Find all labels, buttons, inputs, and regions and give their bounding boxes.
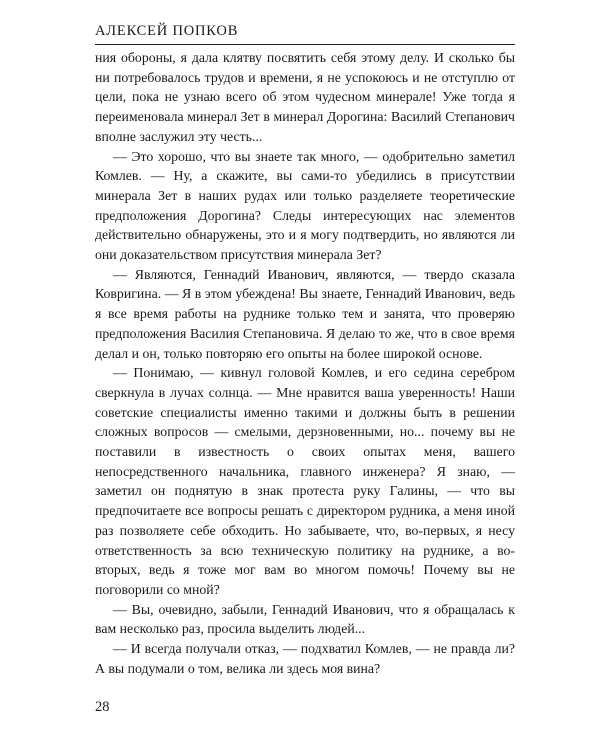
paragraph: — И всегда получали отказ, — подхватил Комлев, — не правда ли? А вы подумали о том, велика ли здесь моя вина? bbox=[95, 641, 515, 676]
page-number: 28 bbox=[95, 699, 110, 715]
header-rule bbox=[95, 44, 515, 45]
paragraph: ния обороны, я дала клятву посвятить себя этому делу. И сколько бы ни потребовалось трудов и времени, я не успокоюсь и не отступлю от цели, пока не узнаю всего об этом чудесном минерале! Уже тогда я переименовала минерал Зет в минерал Дорогина: Василий Степанович вполне заслужил эту честь... bbox=[95, 50, 515, 144]
paragraph: — Вы, очевидно, забыли, Геннадий Иванович, что я обращалась к вам несколько раз, просила выделить людей... bbox=[95, 601, 515, 637]
paragraph: — Понимаю, — кивнул головой Комлев, и его седина серебром сверкнула в лучах солнца. — Мне нравится ваша уверенность! Наши советские специалисты именно такими и должны быть в решении сложных вопросов — смелыми, дерзновенными, но... почему вы не поставили в известность о своих опытах меня, вашего непосредственного начальника, главного инженера? Я знаю, — заметил он поднятую в знак протеста руку Галины, — что вы предпочитаете все вопросы решать с директором рудника, а меня иной раз позволяете себе обходить. Но забываете, что, во-первых, я несу ответственность за всю техническую политику на руднике, а во-вторых, ведь я тоже мог вам во многом помочь! Почему вы не поговорили со мной? bbox=[95, 365, 515, 597]
paragraph: — Это хорошо, что вы знаете так много, — одобрительно заметил Комлев. — Ну, а скажите, вы сами-то убедились в присутствии минерала Зет в наших рудах или только разделяете теоретические предположения Дорогина? Следы интересующих нас элементов действительно обнаружены, это и я могу подтвердить, но являются ли они доказательством присутствия минерала Зет? bbox=[95, 148, 515, 263]
body-text bbox=[95, 48, 515, 679]
author-name: АЛЕКСЕЙ ПОПКОВ bbox=[95, 23, 239, 39]
running-head bbox=[95, 22, 515, 45]
paragraph: — Являются, Геннадий Иванович, являются, — твердо сказала Ковригина. — Я в этом убеждена! Вы знаете, Геннадий Иванович, ведь я все время работы на руднике только тем и занята, что проверяю предположения Василия Степановича. Я делаю то же, что в свое время делал и он, только повторяю его опыты на более широкой основе. bbox=[95, 266, 515, 361]
